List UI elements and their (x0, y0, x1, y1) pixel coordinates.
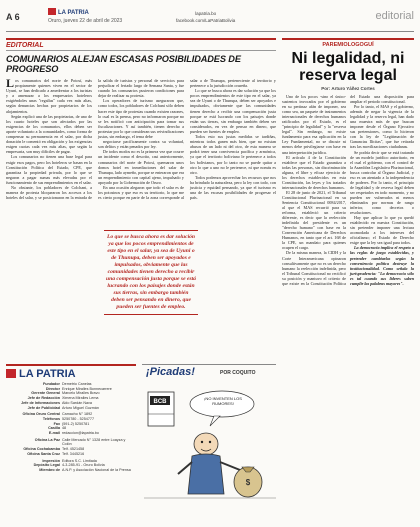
editorial-paragraph: negociarse pacíficamente contra su voluntad, son delitos y están penados por ley. (98, 139, 184, 150)
masthead-label: Oficina Santa Cruz (27, 451, 60, 456)
masthead-value: Camacho N° 1892 (62, 412, 93, 417)
facebook-link[interactable]: facebook.com/LaPatriaBolivia (176, 18, 236, 23)
masthead-label: Jefe de Redacción (27, 396, 60, 401)
drop-cap: L (6, 76, 15, 90)
column-body (282, 94, 414, 504)
column-paragraph: Hay que aplicar lo que ya quedó establecido en nuestra Constitución, sin pretender imponer una lectura acomodada a los intereses del oficialismo; el Estado de Derecho exige que la ley sea igual para todos. (350, 215, 414, 246)
column-paragraph: El artículo 4 de la Constitución establece que el Estado garantiza a todas las personas, sin discriminación alguna, el libre y eficaz ejercicio de los derechos establecidos en esta Constitución, las leyes y los tratados internacionales de derechos humanos. (282, 154, 346, 190)
editorial-paragraph: Lo que se busca ahora es dar solución ya que los pocos emprendimientos de este tipo en el salar, ya sea de Uyuni o de Thunupa, deben ser apoyados e impulsados, obviamente que las comunidades tienen derecho a recibir una compensación justa porque se está lucrando con los paisajes donde están sus tierras, sin embargo también deben ser considerados, en vez de pensar en dinero, que pueden ser fuentes de empleo. (190, 88, 276, 134)
masthead-label: Oficina La Paz (34, 437, 60, 442)
masthead-value: 5250780 - 5254777 (62, 416, 94, 421)
page-header (6, 6, 414, 32)
column-paragraph: Se podría decir que se está tratando de un modelo jurídico autoritario, en el cual el gobierno, con el control de la Asamblea Legislativa Plurinacional, busca controlar al Órgano Judicial, y eso es un atentado a la independencia de poderes. Por lo tanto, el principio de legalidad y de reserva legal deben ser respetados en todo momento, y no pueden ser vulnerados ni menos eliminados por normas de rango inferior, como decretos o resoluciones. (350, 149, 414, 216)
masthead-value: Aldo Sardán Nava (62, 400, 92, 405)
masthead-row (6, 438, 136, 447)
column-paragraph: De la misma manera, la CIDH y la Corte Interamericana opinaron consultivamente que no es un derecho humano la reelección indefinida, pero el Tribunal Constitucional no rectificó su posición y mantuvo el criterio de que existe en la Constitución Política del Estado una disposición para ampliar el periodo constitucional. (282, 94, 414, 286)
opinion-column (282, 38, 414, 504)
editorial-paragraph: Los operadores de turismo aseguraron que, como todos, los pobladores de Colchani sólo deben hacer este tipo de protestas cuando existen razones, lo cual es la prensa, pero no informaron porque no se les notificó con anticipación para tomar sus fiscalizaciones. Y así también, tienen derecho a protestar por lo que consideran sus reivindicaciones justas, sin embargo, el tema debe (98, 98, 184, 140)
svg-text:$: $ (245, 478, 251, 487)
editorial-paragraph: No obstante, los pobladores de Colchani, a manera de protesta bloquearon los accesos a los hoteles del salar, y se posicionaron en la entrada de la salida de turistas y personal de servicios para perjudicar el feriado largo de Semana Santa, y fue cuando los comunarios pusieron condiciones para dejar de realizar su protesta. (6, 78, 184, 201)
masthead-label: Director (45, 386, 60, 391)
web-links (176, 10, 235, 24)
editorial-paragraph: Los comunarios del norte de Potosí, más propiamente quienes viven en el sector de Uyuni, se han dedicado a amedrentar a los turistas y a amenazar a los empresarios hoteleros exigiéndoles unas "regalías" cada vez más altas, según denuncias hechas por propietarios de los alojamientos. (6, 76, 92, 114)
brand-name: LA PATRIA (58, 10, 89, 16)
cartoon-title: ¡Picadas! (146, 366, 195, 378)
speech-bubble-text: ¡NO INVENTEN LOS RUMORES! (204, 396, 242, 406)
newspaper-logo-icon (6, 369, 16, 378)
editorial-kicker: EDITORIAL (6, 38, 276, 51)
masthead-value: Calle Mercado N° 1328 entre Loayza y Colón (62, 437, 126, 447)
dateline: Oruro, jueves 22 de abril de 2023 (48, 18, 123, 24)
masthead-value: Editora S.C. Limitada (62, 458, 97, 463)
bank-sign-text: BCB (153, 399, 167, 405)
column-paragraph: El 28 de junio de 2021, el Tribunal Constitucional Plurinacional en su Sentencia Constitucional 0084/2017, al que el MAS recurrió para su reforma, estableció un criterio diferente, es decir que la reelección indefinida del presidente es un "derecho humano" con base en la Convención Americana de Derechos Humanos, en tanto que el art. 168 de la CPE, un mandato para quienes ocupen el cargo. (282, 189, 346, 251)
editorial-article (6, 38, 276, 358)
masthead-label: Jefe de Informaciones (21, 400, 60, 405)
masthead-value: Ximena Miralles Lema (62, 396, 99, 401)
cartoon-byline: POR COQUITO (220, 370, 256, 376)
column-paragraph: Uno de los pocos -sino el único- sustentos invocados por el gobierno en su pertinaz afán de imponer, sea como sea, un paquete de instrumentos internacionales de derechos humanos ratificados por el Estado, es el "principio de legalidad" y la "reserva legal". Sin embargo, no existe fundamento para esa aplicación en la Ley Fundamental, no se discute ni menos debe privilegiarse con base en una interpretación jurídica. (282, 94, 346, 155)
website-link[interactable]: lapatria.bo (195, 11, 217, 16)
masthead-value: Arturo Miguel Guzmán (62, 405, 99, 410)
masthead-value: Enrique Miralles Bonnecarrere (62, 386, 112, 391)
editorial-paragraph: Los comunarios no tienen una base legal para exigir esos pagos, pero los hoteleros se basan en la Constitución Política del Estado, CPE, que garantiza la propiedad privada, por lo que se negaron a pagar sumas más elevadas por el funcionamiento de sus emprendimientos en el salar. (6, 154, 92, 185)
editorial-title: COMUNARIOS ALEJAN ESCASAS POSIBILIDADES DE PROGRESO (6, 54, 241, 74)
column-paragraph: La democracia implica el respeto a las reglas de juego establecidas, y pretender cambiarlas según la conveniencia política destruye la institucionalidad. Como señala la jurisprudencia: "La democracia sólo es tal cuando sus líderes saben cumplir las palabras mayores". (350, 245, 414, 286)
column-author: Por: Arturo Yáñez Cortes (321, 86, 375, 91)
masthead-label: Impresión (42, 458, 60, 463)
masthead-value: 48 (62, 426, 67, 431)
masthead-value: Telf. 3445216 (62, 451, 85, 456)
masthead-label: Jefe de Publicidad (27, 405, 60, 410)
masthead-label: Gerente General (31, 391, 60, 396)
character-head (194, 433, 218, 455)
masthead-label: E-mail (48, 431, 60, 436)
masthead-value: Telf. 4521458 (62, 447, 85, 452)
masthead-label: Fax (53, 421, 60, 426)
masthead-value: Demetrio Canelas (62, 382, 92, 386)
column-paragraph: Por lo tanto, el MAS y el gobierno, además de negar la vigencia de la legalidad y la reserva legal, han dado una muestra más de que buscan imponer desde el Órgano Ejecutivo sus pretensiones, como lo hicieron con la ley de "Legitimación de Ganancias Ilícitas", que fue retirada tras las movilizaciones ciudadanas. (350, 104, 414, 150)
editorial-paragraph: Todos podemos aprovechar los recursos que nos ha brindado la naturaleza, pero la ley con todo, con justicia y equidad pensando, ya que el turismo es una de las escasas posibilidades de progresar el país. (190, 174, 276, 201)
editorial-paragraph: Todos esto sus justas medidas se tardiñas, mientras todos ganen más bien, que no existan abusos de un lado ni del otro, de esta manera se podrá tener una convivencia pacífica y armónica, ya que el territorio boliviano le pertenece a todos los bolivianos, por lo tanto no se puede quitar a otro lo que a uno no le pertenece, ni que nomás es otro. (190, 134, 276, 175)
masthead-value: (591-2) 5250781 (62, 421, 90, 426)
masthead-label: Oficina Cochabamba (23, 447, 60, 452)
masthead-value: A.N.P. y Asociación Nacional de la Prensa (62, 467, 131, 472)
masthead-value: redaccion@lapatria.bo (62, 431, 99, 436)
masthead-row (6, 431, 136, 436)
masthead-label: Casilla (48, 426, 60, 431)
brand (48, 8, 89, 16)
masthead-box (6, 364, 136, 521)
masthead-row (6, 468, 136, 473)
masthead-label: Teléfonos (42, 416, 60, 421)
masthead-logo: LA PATRIA (6, 366, 136, 382)
editorial-paragraph: De todos modos no es la primera vez que ocurre un incidente como el descrito, casi anteriormente, comunarios del norte de Potosí, quemaron unos domos hotel en inmediaciones del salar de Thunupa, lado aymeño, porque se enteraron que era un emprendimiento con capital ajeno, impulsado y apoyado por la Gobernación de Oruro. (98, 149, 184, 185)
character-body (188, 454, 224, 494)
masthead-label: Miembro de (39, 467, 60, 472)
masthead-row (6, 452, 136, 457)
masthead-row (6, 406, 136, 411)
page-number: A 6 (6, 12, 20, 22)
pull-quote: Lo que se busca ahora es dar solución ya que los pocos emprendimientos de este tipo en el salar, ya sea de Uyuni o de Thunupa, deben ser apoyados e impulsados, obviamente que las comunidades tienen derecho a recibir una compensación justa porque se está lucrando con los paisajes donde están sus tierras, sin embargo también deben ser pensando en dinero, que pueden ser fuentes de empleo. (104, 230, 198, 315)
section-name: editorial (375, 10, 414, 22)
masthead-value: Marcelo Miralles Bravo (62, 391, 100, 396)
masthead-label: Oficina Oruro Central (22, 412, 60, 417)
masthead-label: Depósito Legal (33, 463, 60, 468)
masthead-value: 4-3-285-91 - Oruro Bolivia (62, 463, 105, 468)
cartoon-header (142, 364, 208, 384)
masthead-label: Fundador (42, 382, 60, 386)
editorial-paragraph: En una ocasión alegaron que todo el salar es de los potosinos y que eso es su territorio, lo que me es cierto porque en parte de la zona corresponde al salar a de Thunupa, perteneciente al territorio y pertenece a la jurisdicción orureña. (98, 78, 276, 201)
masthead-credits (6, 382, 136, 473)
column-title: Ni legalidad, ni reserva legal (291, 50, 405, 84)
column-kicker: PAREMIOLOGOGUÍ (282, 38, 414, 48)
newspaper-logo-icon (48, 8, 56, 15)
editorial-paragraph: Según explicó una de las propietarias, de uno de los cuarto hoteles que son afectados por las exigencias de los comunarios, ellos deben ser aporte voluntario a la comunidades, como forma de compensar su permanencia en el salar, por dicha donación le comentó en obligación y los exigencias exigen cuotas cada vez más altas, que según la empresaria, son muy difíciles de pagar. (6, 113, 92, 155)
